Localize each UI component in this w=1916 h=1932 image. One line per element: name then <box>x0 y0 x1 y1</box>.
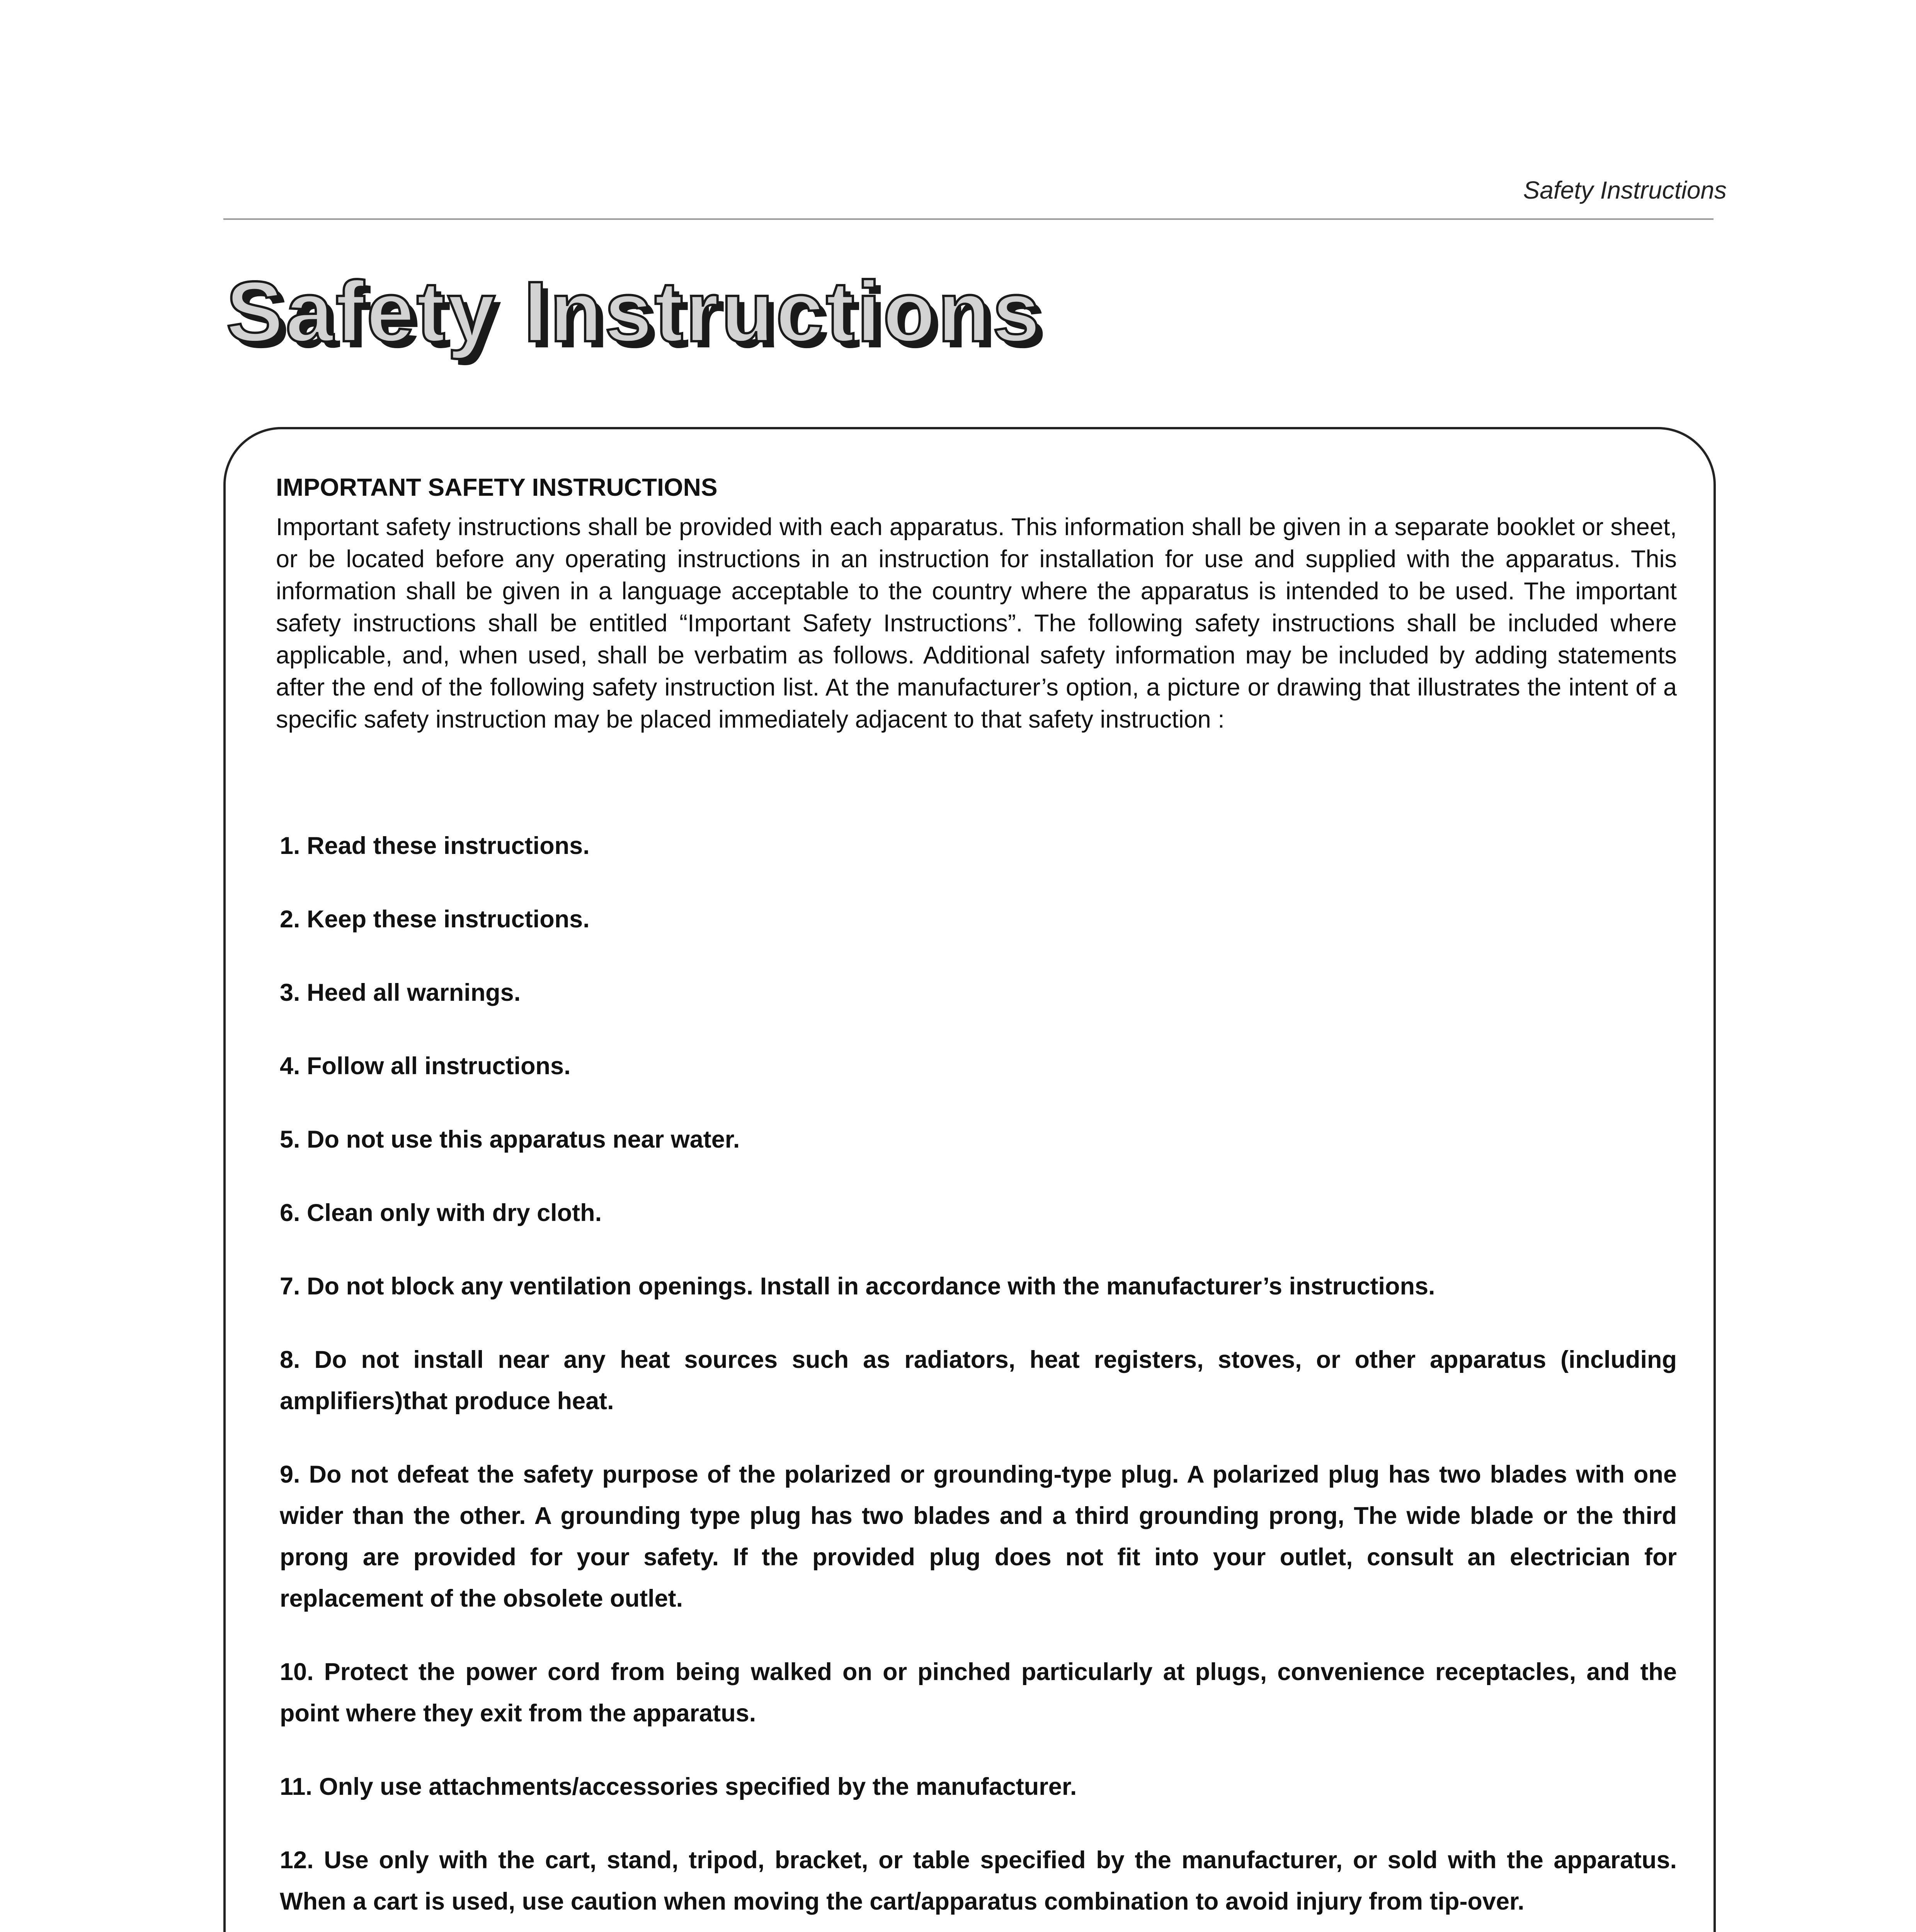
intro-heading: IMPORTANT SAFETY INSTRUCTIONS <box>276 473 718 501</box>
intro-text: Important safety instructions shall be provided with each apparatus. This information shall be given in a separate booklet or sheet, or be located before any operating instructions in an instruction for installation for use and supplied with the apparatus. This information shall be given in a language acceptable to the country where the apparatus is intended to be used. The important safety instructions shall be entitled “Important Safety Instructions”. The following safety instructions shall be included where applicable, and, when used, shall be verbatim as follows. Additional safety information may be included by adding statements after the end of the following safety instruction list. At the manufacturer’s option, a picture or drawing that illustrates the intent of a specific safety instruction may be placed immediately adjacent to that safety instruction : <box>276 514 1677 733</box>
instruction-item: 11. Only use attachments/accessories specified by the manufacturer. <box>280 1773 1077 1800</box>
instruction-item: 10. Protect the power cord from being walked on or pinched particularly at plugs, convenience receptacles, and the point where they exit from the apparatus. <box>280 1658 1677 1727</box>
instruction-list <box>280 825 1677 1922</box>
instruction-item: 7. Do not block any ventilation openings. Install in accordance with the manufacturer’s instructions. <box>280 1273 1435 1300</box>
instruction-item: 2. Keep these instructions. <box>280 906 590 933</box>
safety-instructions-box <box>223 427 1716 1932</box>
header-divider <box>223 218 1714 220</box>
instruction-item: 12. Use only with the cart, stand, tripod, bracket, or table specified by the manufacturer, or sold with the apparatus. When a cart is used, use caution when moving the cart/apparatus combination to avoid injury from tip-over. <box>280 1847 1677 1915</box>
instruction-item: 6. Clean only with dry cloth. <box>280 1199 602 1226</box>
page-title: Safety Instructions <box>226 264 1043 360</box>
instruction-item: 9. Do not defeat the safety purpose of the polarized or grounding-type plug. A polarized plug has two blades with one wider than the other. A grounding type plug has two blades and a third grounding prong, The wide blade or the third prong are provided for your safety. If the provided plug does not fit into your outlet, consult an electrician for replacement of the obsolete outlet. <box>280 1461 1677 1612</box>
instruction-item: 4. Follow all instructions. <box>280 1053 571 1080</box>
instruction-item: 1. Read these instructions. <box>280 832 590 859</box>
running-header: Safety Instructions <box>1523 176 1727 204</box>
box-content <box>276 472 1677 1932</box>
instruction-item: 5. Do not use this apparatus near water. <box>280 1126 740 1153</box>
instruction-item: 3. Heed all warnings. <box>280 979 521 1006</box>
instruction-item: 8. Do not install near any heat sources such as radiators, heat registers, stoves, or other apparatus (including amplifiers)that produce heat. <box>280 1346 1677 1415</box>
